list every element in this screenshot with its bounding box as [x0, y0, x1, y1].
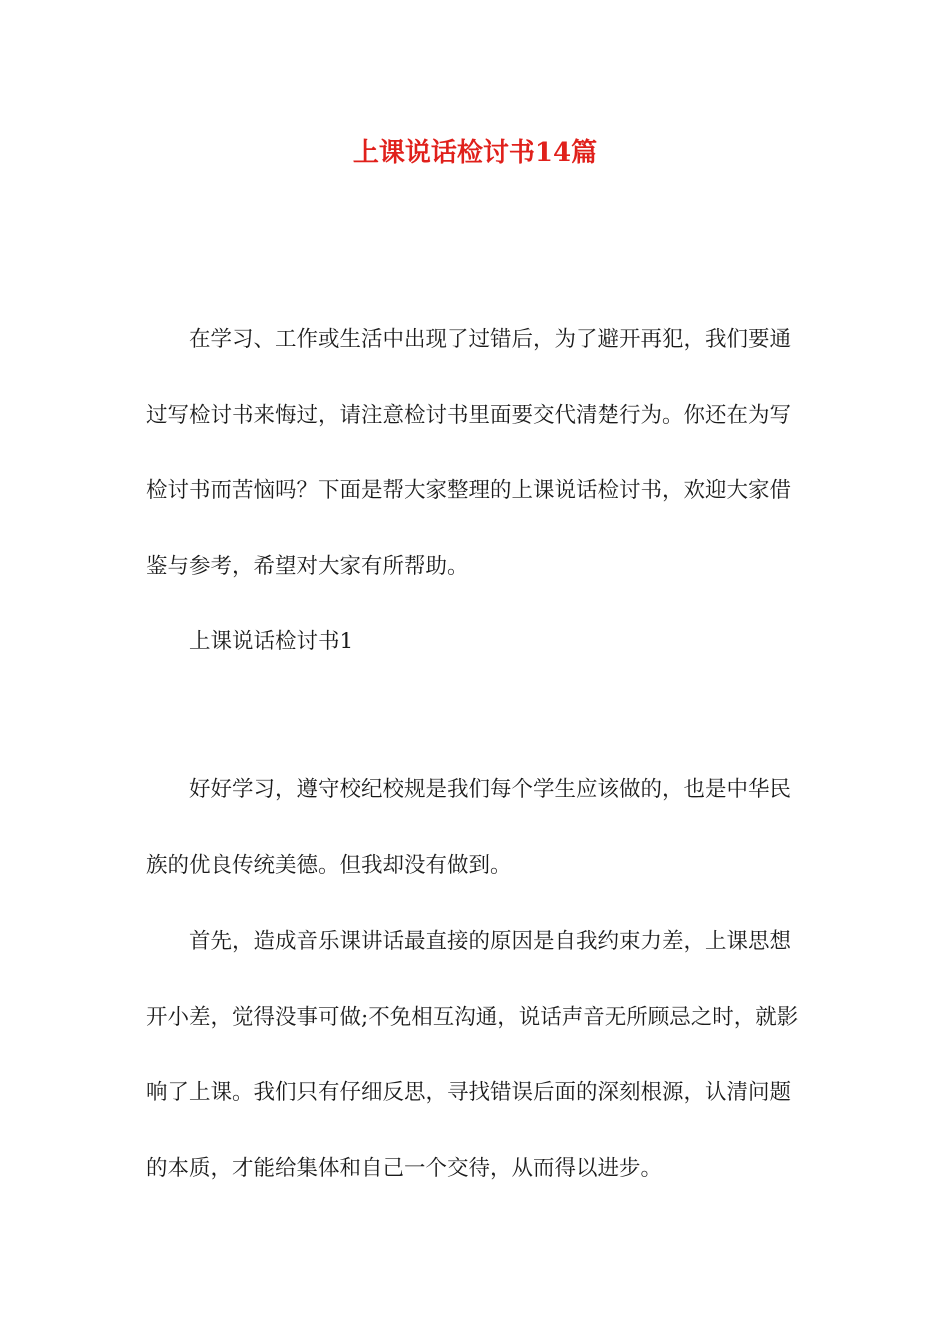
paragraph-block-1	[146, 752, 806, 903]
section-heading: 上课说话检讨书1	[189, 629, 354, 654]
intro-paragraph-block	[146, 302, 806, 604]
paragraph-block-2	[146, 904, 806, 1206]
body-paragraph: 好好学习，遵守校纪校规是我们每个学生应该做的，也是中华民族的优良传统美德。但我却没有做到。	[146, 777, 792, 878]
section-heading-block	[146, 604, 806, 680]
document-title: 上课说话检讨书14篇	[352, 138, 598, 168]
body-paragraph: 首先，造成音乐课讲话最直接的原因是自我约束力差，上课思想开小差，觉得没事可做;不免相互沟通，说话声音无所顾忌之时，就影响了上课。我们只有仔细反思，寻找错误后面的深刻根源，认清问题的本质，才能给集体和自己一个交待，从而得以进步。	[146, 929, 799, 1181]
intro-paragraph: 在学习、工作或生活中出现了过错后，为了避开再犯，我们要通过写检讨书来悔过，请注意检讨书里面要交代清楚行为。你还在为写检讨书而苦恼吗？下面是帮大家整理的上课说话检讨书，欢迎大家借鉴与参考，希望对大家有所帮助。	[146, 327, 792, 579]
